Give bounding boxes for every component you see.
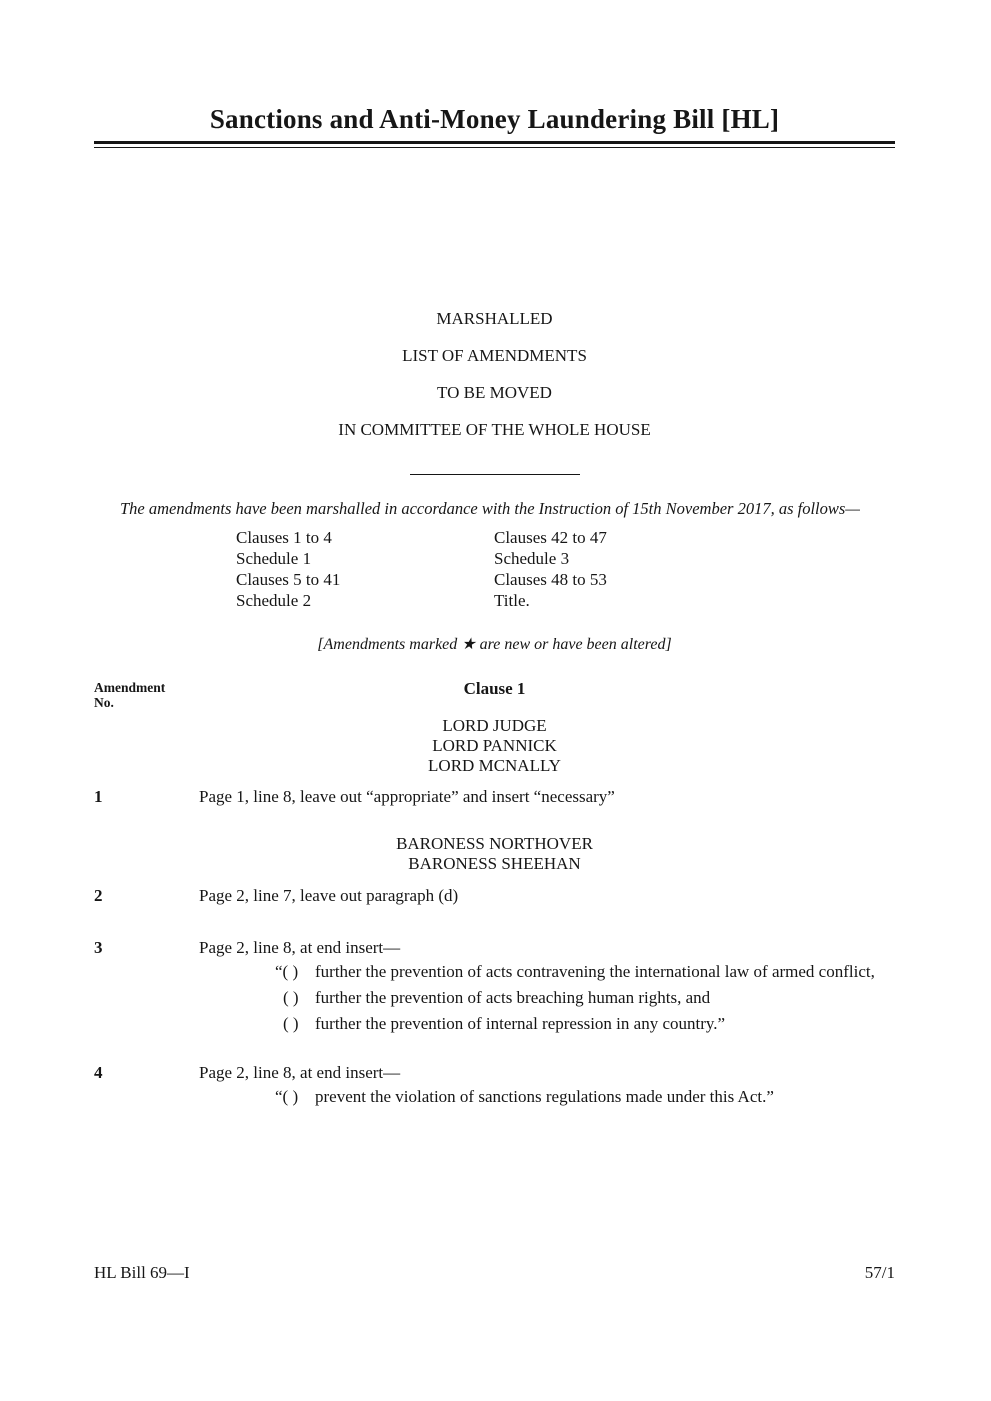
amendment-no-label-line1: Amendment <box>94 680 166 695</box>
sponsor-name: BARONESS NORTHOVER <box>396 834 593 853</box>
sponsor-list-amendment-1 <box>94 716 895 776</box>
order-item: Schedule 3 <box>494 549 570 568</box>
bill-title: Sanctions and Anti-Money Laundering Bill [HL] <box>209 104 780 134</box>
clause-header <box>94 679 895 710</box>
order-item: Schedule 2 <box>236 591 312 610</box>
amendment-subitem <box>275 987 895 1008</box>
heading-committee: IN COMMITTEE OF THE WHOLE HOUSE <box>338 420 651 439</box>
amendment-no-label-line2: No. <box>94 695 114 710</box>
sponsor-name: LORD PANNICK <box>432 736 557 755</box>
amendment-3 <box>94 937 895 1034</box>
order-item: Clauses 42 to 47 <box>494 528 607 547</box>
document-headings <box>94 300 895 448</box>
sponsor-name: LORD MCNALLY <box>428 756 561 775</box>
marshalling-order <box>94 527 895 611</box>
amendment-number: 4 <box>94 1063 103 1082</box>
amendment-body <box>199 1062 895 1107</box>
title-rule <box>94 141 895 148</box>
amendment-number: 1 <box>94 787 103 806</box>
sponsor-list-amendment-2 <box>94 834 895 874</box>
order-item: Clauses 1 to 4 <box>236 528 332 547</box>
order-item: Clauses 5 to 41 <box>236 570 341 589</box>
star-note: [Amendments marked ★ are new or have been altered] <box>317 636 672 653</box>
amendment-text: Page 2, line 8, at end insert— <box>199 1063 401 1082</box>
subitem-text: further the prevention of internal repression in any country.” <box>315 1014 726 1033</box>
clause-title: Clause 1 <box>463 679 526 698</box>
bill-reference: HL Bill 69—I <box>94 1263 190 1282</box>
amendment-text: Page 1, line 8, leave out “appropriate” and insert “necessary” <box>199 787 615 806</box>
sponsor-name: BARONESS SHEEHAN <box>408 854 581 873</box>
amendment-subitem <box>275 961 895 982</box>
page-footer <box>94 1263 895 1283</box>
page-number: 57/1 <box>864 1263 895 1282</box>
order-item: Schedule 1 <box>236 549 312 568</box>
marshalling-order-left-column <box>236 527 494 611</box>
heading-list-of-amendments: LIST OF AMENDMENTS <box>402 346 587 365</box>
amendment-text: Page 2, line 7, leave out paragraph (d) <box>199 886 459 905</box>
amendment-subitem <box>275 1013 895 1034</box>
section-divider-rule <box>410 474 580 475</box>
amendment-1 <box>94 786 895 807</box>
order-item: Clauses 48 to 53 <box>494 570 607 589</box>
amendment-body <box>199 937 895 1034</box>
marshalling-instruction: The amendments have been marshalled in accordance with the Instruction of 15th November 2017, as follows— <box>120 499 860 518</box>
subitem-marker: ( ) <box>283 1014 299 1033</box>
amendment-subitems <box>275 1086 895 1107</box>
order-item: Title. <box>494 591 530 610</box>
amendment-4 <box>94 1062 895 1107</box>
subitem-marker: ( ) <box>283 988 299 1007</box>
subitem-text: prevent the violation of sanctions regulations made under this Act.” <box>315 1087 774 1106</box>
amendment-subitems <box>275 961 895 1034</box>
subitem-text: further the prevention of acts breaching human rights, and <box>315 988 711 1007</box>
heading-marshalled: MARSHALLED <box>436 309 553 328</box>
sponsor-name: LORD JUDGE <box>442 716 547 735</box>
amendment-text: Page 2, line 8, at end insert— <box>199 938 401 957</box>
subitem-marker: “( ) <box>275 962 299 981</box>
marshalling-order-right-column <box>494 527 607 611</box>
heading-to-be-moved: TO BE MOVED <box>437 383 552 402</box>
amendment-number: 3 <box>94 938 103 957</box>
amendment-number: 2 <box>94 886 103 905</box>
amendment-2 <box>94 885 895 906</box>
subitem-text: further the prevention of acts contravening the international law of armed conflict, <box>315 962 875 981</box>
amendment-subitem <box>275 1086 895 1107</box>
amendment-no-column-label <box>94 680 165 710</box>
subitem-marker: “( ) <box>275 1087 299 1106</box>
